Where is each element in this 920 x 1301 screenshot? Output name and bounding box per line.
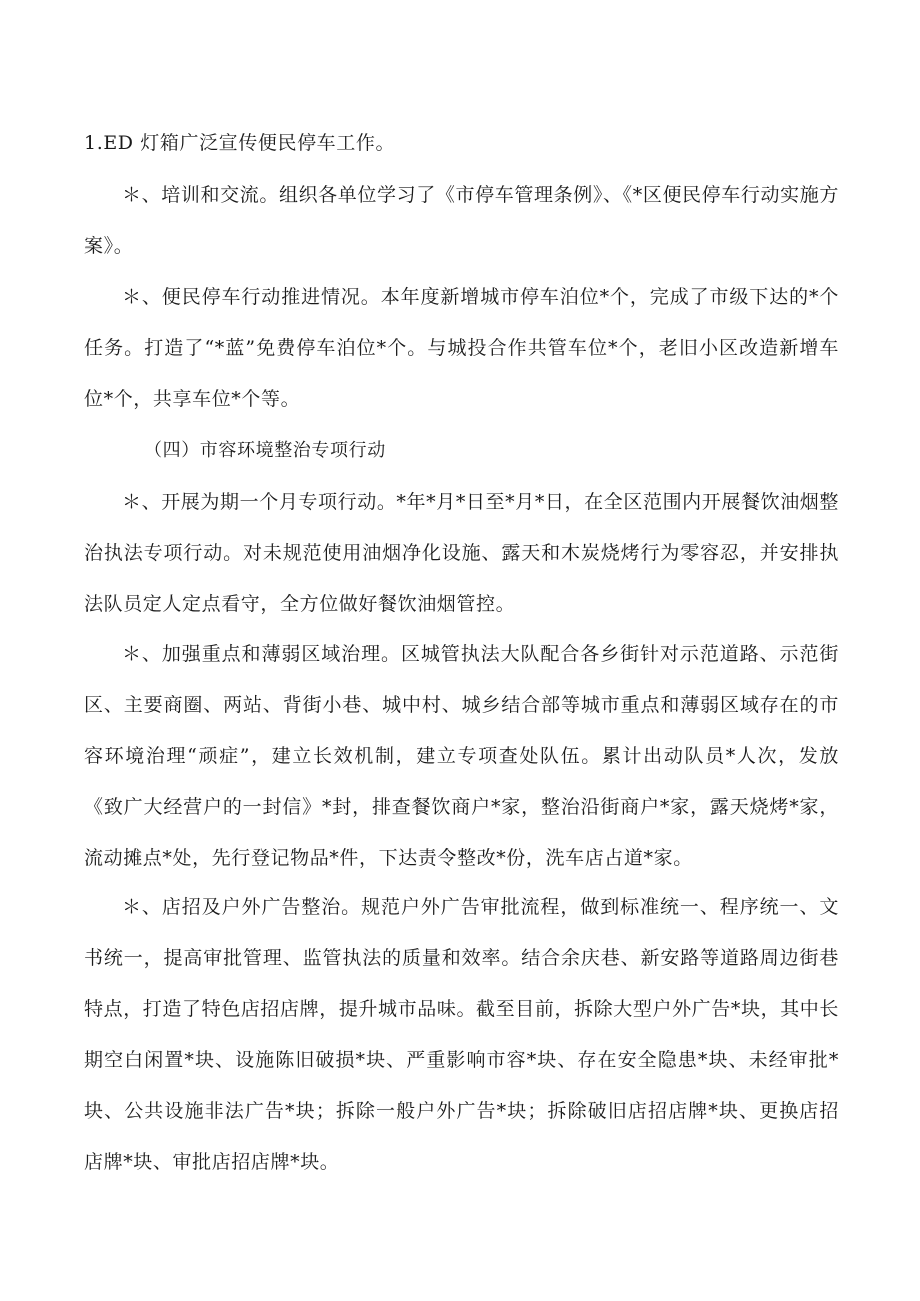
paragraph-key-areas: ＊、加强重点和薄弱区域治理。区城管执法大队配合各乡街针对示范道路、示范街区、主要商圈、两站、背街小巷、城中村、城乡结合部等城市重点和薄弱区域存在的市容环境治理“顽症”，建立长效机制，建立专项查处队伍。累计出动队员*人次，发放《致广大经营户的一封信》*封，排查餐饮商户*家，整治沿街商户*家，露天烧烤*家，流动摊点*处，先行登记物品*件，下达责令整改*份，洗车店占道*家。 [84,643,839,869]
paragraph-signboards: ＊、店招及户外广告整治。规范户外广告审批流程，做到标准统一、程序统一、文书统一，提高审批管理、监管执法的质量和效率。结合余庆巷、新安路等道路周边街巷特点，打造了特色店招店牌，提升城市品味。截至目前，拆除大型户外广告*块，其中长期空白闲置*块、设施陈旧破损*块、严重影响市容*块、存在安全隐患*块、未经审批*块、公共设施非法广告*块；拆除一般户外广告*块；拆除破旧店招店牌*块、更换店招店牌*块、审批店招店牌*块。 [84,896,839,1173]
paragraph-parking-progress: ＊、便民停车行动推进情况。本年度新增城市停车泊位*个，完成了市级下达的*个任务。打造了“*蓝”免费停车泊位*个。与城投合作共管车位*个，老旧小区改造新增车位*个，共享车位*个等。 [84,286,839,410]
paragraph-led-publicity: 1.ED 灯箱广泛宣传便民停车工作。 [84,132,396,154]
section-heading: （四）市容环境整治专项行动 [144,440,386,461]
paragraph-special-action: ＊、开展为期一个月专项行动。*年*月*日至*月*日，在全区范围内开展餐饮油烟整治执法专项行动。对未规范使用油烟净化设施、露天和木炭烧烤行为零容忍，并安排执法队员定人定点看守，全方位做好餐饮油烟管控。 [84,491,839,615]
paragraph-training: ＊、培训和交流。组织各单位学习了《市停车管理条例》、《*区便民停车行动实施方案》。 [84,184,839,257]
